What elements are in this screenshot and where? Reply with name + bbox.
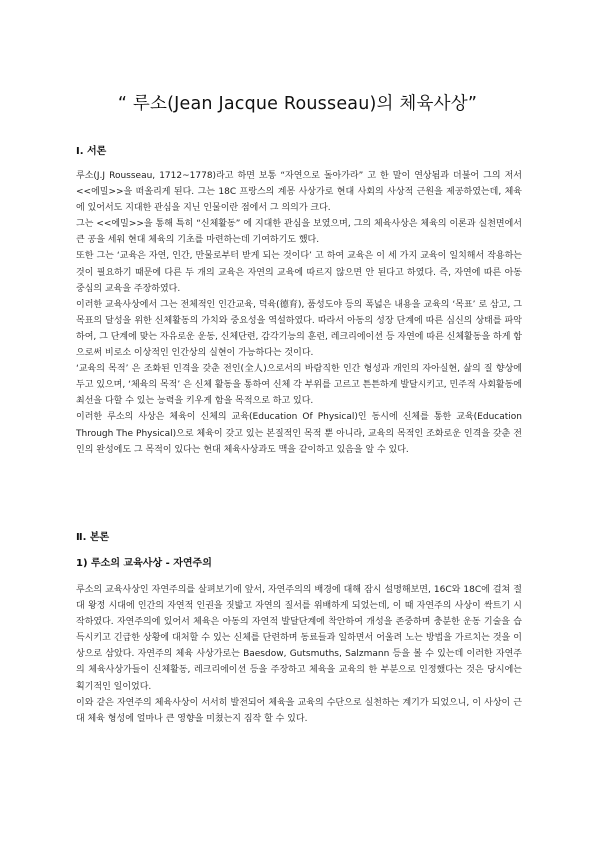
paragraph: 루소의 교육사상인 자연주의를 살펴보기에 앞서, 자연주의의 배경에 대해 잠시 설명해보면, 16C와 18C에 걸쳐 절대 왕정 시대에 인간의 자연적 인권을 짓밟고 자연의 질서를 위배하게 되었는데, 이 때 자연주의 사상이 싹트기 시작하였다. 자연주의에 있어서 체육은 아동의 자연적 발달단계에 착안하여 개성을 존중하며 충분한 운동 기술을 습득시키고 긴급한 상황에 대처할 수 있는 신체를 단련하며 동료들과 일하면서 어울려 노는 방법을 가르치는 것을 이상으로 삼았다. 자연주의 체육 사상가로는 Baesdow, Gutsmuths, Salzmann 등을 볼 수 있는데 이러한 자연주의 체육사상가들이 신체활동, 레크리에이션 등을 주장하고 체육을 교육의 한 부분으로 인정했다는 것은 당시에는 획기적인 일이었다.: [76, 585, 522, 692]
paragraph: 이러한 루소의 사상은 체육이 신체의 교육(Education Of Physical)인 동시에 신체를 통한 교육(Education Through The Physical)으로 체육이 갖고 있는 본질적인 목적 뿐 아니라, 교육의 목적인 조화로운 인격을 갖춘 전인의 완성에도 그 목적이 있다는 현대 체육사상과도 맥을 같이하고 있음을 알 수 있다.: [76, 412, 522, 455]
document-title: “ 루소(Jean Jacque Rousseau)의 체육사상”: [117, 94, 478, 114]
subsection-heading-naturalism: 1) 루소의 교육사상 - 자연주의: [76, 558, 212, 569]
paragraph: 또한 그는 ‘교육은 자연, 인간, 만물로부터 받게 되는 것이다’ 고 하여 교육은 이 세 가지 교육이 일치해서 작용하는 것이 필요하기 때문에 다른 두 개의 교육은 자연의 교육에 따르지 않으면 안 된다고 하였다. 즉, 자연에 따른 아동 중심의 교육을 주장하였다.: [76, 251, 522, 294]
paragraph: 이와 같은 자연주의 체육사상이 서서히 발전되어 체육을 교육의 수단으로 실천하는 계기가 되었으니, 이 사상이 근대 체육 형성에 얼마나 큰 영향을 미쳤는지 짐작 할 수 있다.: [76, 697, 522, 724]
paragraph: ‘교육의 목적’ 은 조화된 인격을 갖춘 전인(全人)으로서의 바람직한 인간 형성과 개인의 자아실현, 삶의 질 향상에 두고 있으며, ‘체육의 목적’ 은 신체 활동을 통하여 신체 각 부위를 고르고 튼튼하게 발달시키고, 민주적 사회활동에 최선을 다할 수 있는 능력을 키우게 함을 목적으로 하고 있다.: [76, 364, 522, 407]
paragraph: 그는 <<에밀>>을 통해 특히 “신체활동” 에 지대한 관심을 보였으며, 그의 체육사상은 체육의 이론과 실천면에서 큰 공을 세워 현대 체육의 기초를 마련하는데 기여하기도 했다.: [76, 219, 522, 246]
paragraph: 루소(J.J Rousseau, 1712~1778)라고 하면 보통 “자연으로 돌아가라” 고 한 말이 연상됨과 더불어 그의 저서 <<에밀>>을 떠올리게 된다. 그는 18C 프랑스의 계몽 사상가로 현대 사회의 사상적 근원을 제공하였는데, 체육에 있어서도 지대한 관심을 지닌 인물이란 점에서 그 의의가 크다.: [76, 171, 522, 214]
section-heading-body: Ⅱ. 본론: [76, 532, 110, 543]
introduction-body: [76, 168, 522, 458]
naturalism-body: [76, 582, 522, 727]
paragraph: 이러한 교육사상에서 그는 전체적인 인간교육, 덕육(德育), 품성도야 등의 폭넓은 내용을 교육의 ‘목표’ 로 삼고, 그 목표의 달성을 위한 신체활동의 가치와 중요성을 역설하였다. 따라서 아동의 성장 단계에 따른 심신의 상태를 파악하여, 그 단계에 맞는 자유로운 운동, 신체단련, 감각기능의 훈련, 레크리에이션 등 자연에 따른 신체활동을 하게 함으로써 비로소 이상적인 인간상의 실현이 가능하다는 것이다.: [76, 299, 522, 359]
section-heading-introduction: Ⅰ. 서론: [76, 146, 107, 157]
